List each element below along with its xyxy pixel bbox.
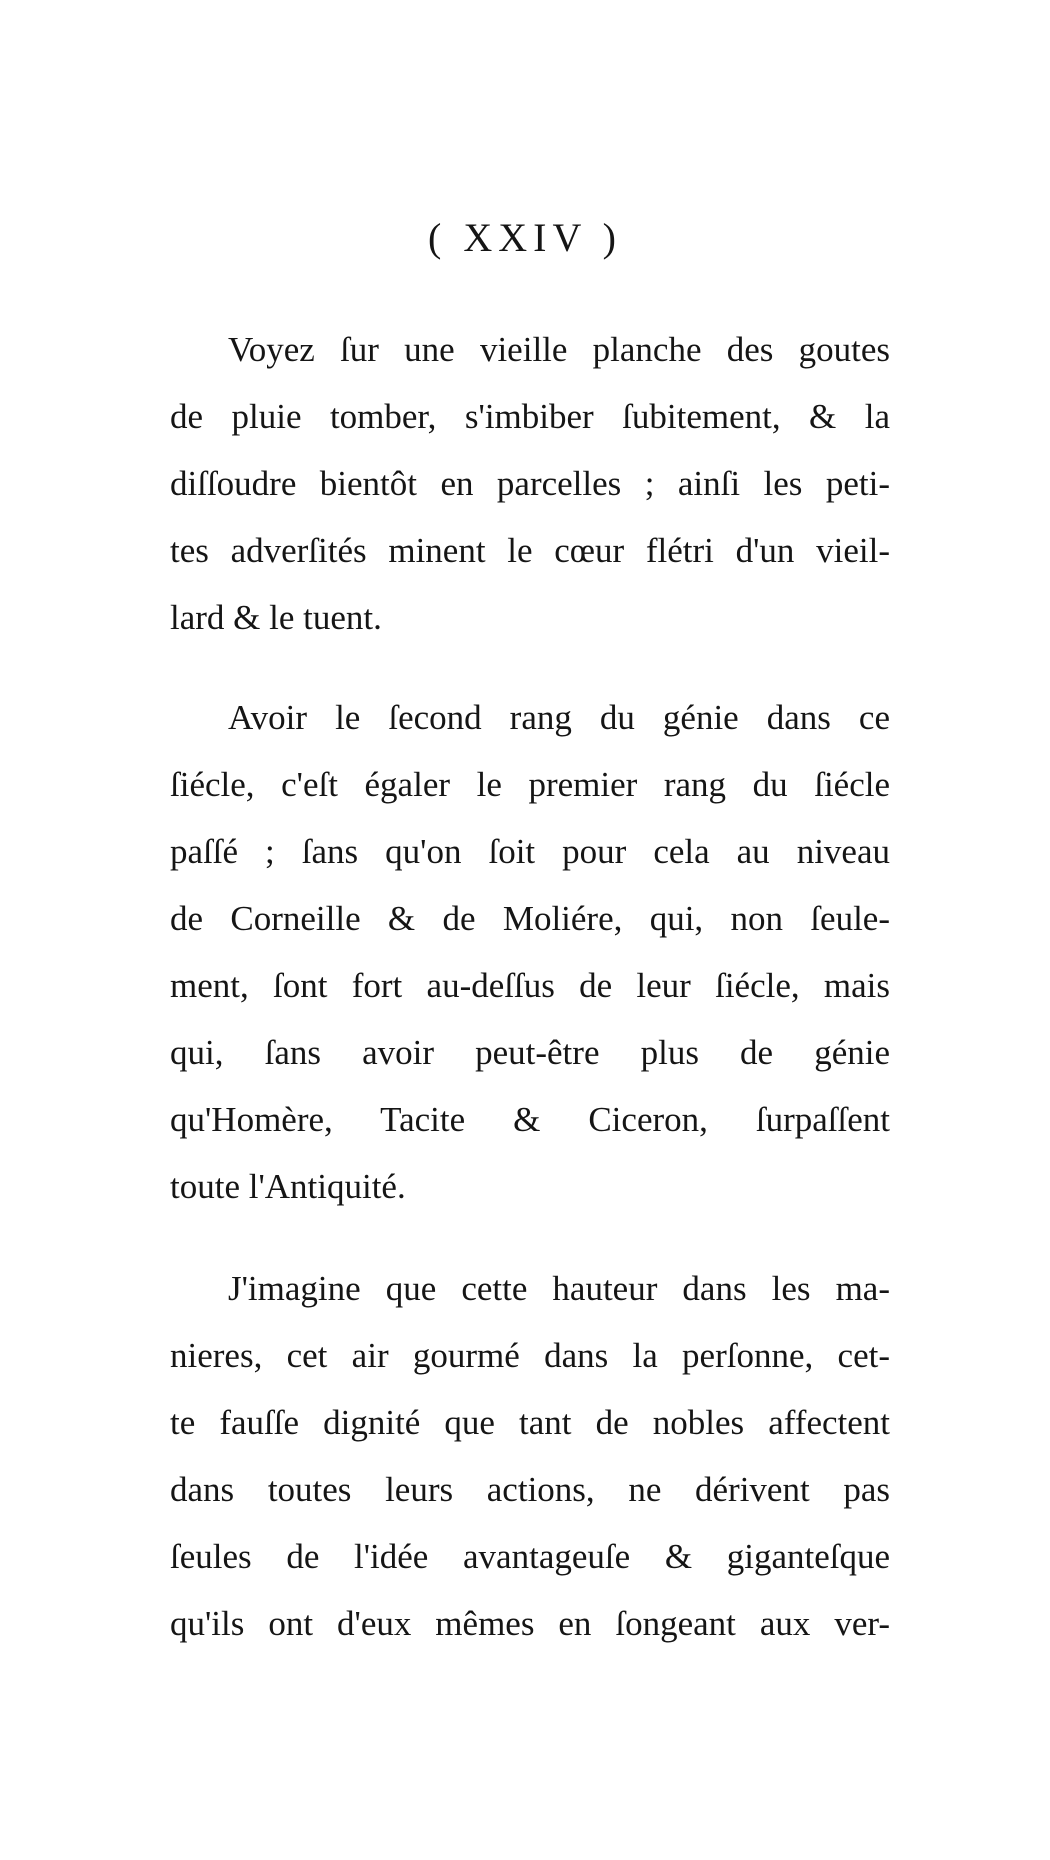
paragraph-3 bbox=[170, 1255, 890, 1657]
text-line: de pluie tomber, s'imbiber ſubitement, & la bbox=[170, 397, 890, 436]
text-line: paſſé ; ſans qu'on ſoit pour cela au niveau bbox=[170, 832, 890, 871]
text-line: nieres, cet air gourmé dans la perſonne, cet- bbox=[170, 1336, 890, 1375]
text-line: te fauſſe dignité que tant de nobles affectent bbox=[170, 1403, 890, 1442]
text-line: tes adverſités minent le cœur flétri d'un vieil- bbox=[170, 531, 890, 570]
text-line: ment, ſont fort au-deſſus de leur ſiécle, mais bbox=[170, 966, 890, 1005]
text-line: diſſoudre bientôt en parcelles ; ainſi les peti- bbox=[170, 464, 890, 503]
text-line: lard & le tuent. bbox=[170, 598, 382, 637]
text-line: J'imagine que cette hauteur dans les ma- bbox=[228, 1269, 890, 1308]
text-line: de Corneille & de Moliére, qui, non ſeule- bbox=[170, 899, 890, 938]
text-line: qu'Homère, Tacite & Ciceron, ſurpaſſent bbox=[170, 1100, 890, 1139]
text-line: toute l'Antiquité. bbox=[170, 1167, 406, 1206]
text-line: Voyez ſur une vieille planche des goutes bbox=[228, 330, 890, 369]
text-line: dans toutes leurs actions, ne dérivent pas bbox=[170, 1470, 890, 1509]
paragraph-2 bbox=[170, 684, 890, 1220]
page-number-header: ( XXIV ) bbox=[428, 215, 622, 260]
text-line: qui, ſans avoir peut-être plus de génie bbox=[170, 1033, 890, 1072]
text-line: ſeules de l'idée avantageuſe & giganteſque bbox=[170, 1537, 890, 1576]
paragraph-1 bbox=[170, 316, 890, 651]
text-line: Avoir le ſecond rang du génie dans ce bbox=[228, 698, 890, 737]
text-line: qu'ils ont d'eux mêmes en ſongeant aux ver- bbox=[170, 1604, 890, 1643]
text-line: ſiécle, c'eſt égaler le premier rang du ſiécle bbox=[170, 765, 890, 804]
